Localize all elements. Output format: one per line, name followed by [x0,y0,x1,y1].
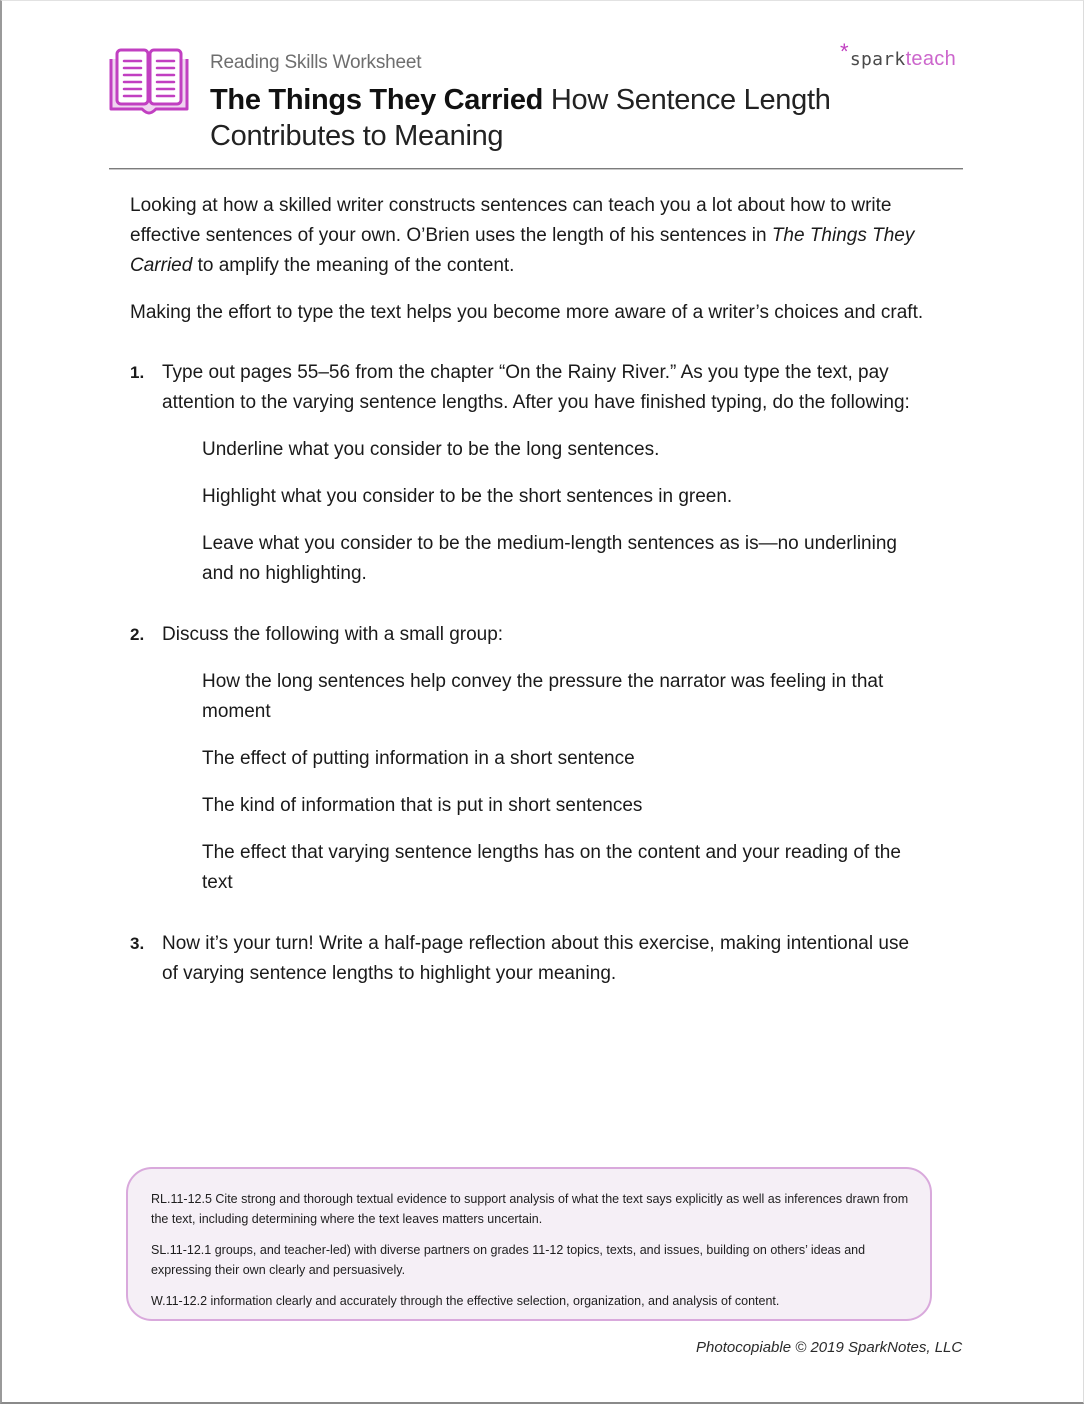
item-number: 2. [130,625,145,644]
worksheet-page [2,1,1084,1405]
sub-item: Highlight what you consider to be the short sentences in green. [202,486,733,507]
standard-rl: RL.11-12.5 Cite strong and thorough textual evidence to support analysis of what the text says explicitly as well as inferences drawn from the text, including determining where the text leaves matters uncertain. [151,1192,909,1226]
sub-item: Underline what you consider to be the long sentences. [202,439,660,460]
instruction-item-1 [130,358,930,589]
sparkteach-logo [840,39,956,71]
item-number: 3. [130,934,145,953]
item-text: Now it’s your turn! Write a half-page reflection about this exercise, making intentional use of varying sentence lengths to highlight your meaning. [162,933,910,984]
book-title-italic: The Things They Carried [130,225,915,276]
book-title: The Things They Carried [210,84,544,116]
page-title [210,82,910,154]
sub-item: The effect of putting information in a short sentence [202,748,635,769]
worksheet-topic: How Sentence Length Contributes to Meaning [210,84,831,152]
sub-list [162,435,930,589]
instruction-list [130,358,930,989]
item-number: 1. [130,363,145,382]
standard-sl: SL.11-12.1 groups, and teacher-led) with diverse partners on grades 11-12 topics, texts, and issues, building on others’ ideas and expressing their own clearly and persuasively. [151,1243,866,1277]
header-divider [109,168,963,170]
intro-paragraph-2: Making the effort to type the text helps you become more aware of a writer’s choices and craft. [130,302,924,323]
intro-paragraph-1 [130,191,930,281]
logo-spark-text: spark [849,49,906,70]
sub-item: Leave what you consider to be the medium-length sentences as is—no underlining and no highlighting. [202,533,897,584]
intro-text: Looking at how a skilled writer constructs sentences can teach you a lot about how to write effective sentences of your own. O’Brien uses the length of his sentences in [130,195,892,246]
sub-item: The effect that varying sentence lengths has on the content and your reading of the text [202,842,901,893]
intro-text: to amplify the meaning of the content. [192,255,515,276]
sub-item: The kind of information that is put in short sentences [202,795,643,816]
standards-box [126,1167,932,1321]
logo-teach-text: teach [905,48,956,70]
item-text: Discuss the following with a small group: [162,624,504,645]
copyright-footer: Photocopiable © 2019 SparkNotes, LLC [696,1339,963,1356]
standard-w: W.11-12.2 information clearly and accurately through the effective selection, organization, and analysis of content. [151,1294,780,1308]
worksheet-type-label: Reading Skills Worksheet [210,52,422,73]
sub-item: How the long sentences help convey the pressure the narrator was feeling in that moment [202,671,884,722]
asterisk-icon: * [840,39,849,64]
sub-list [162,667,930,898]
worksheet-body [130,191,930,1020]
item-text: Type out pages 55–56 from the chapter “On the Rainy River.” As you type the text, pay attention to the varying sentence lengths. After you have finished typing, do the following: [162,362,910,413]
instruction-item-2 [130,620,930,898]
open-book-icon [108,47,190,117]
instruction-item-3 [130,929,930,989]
